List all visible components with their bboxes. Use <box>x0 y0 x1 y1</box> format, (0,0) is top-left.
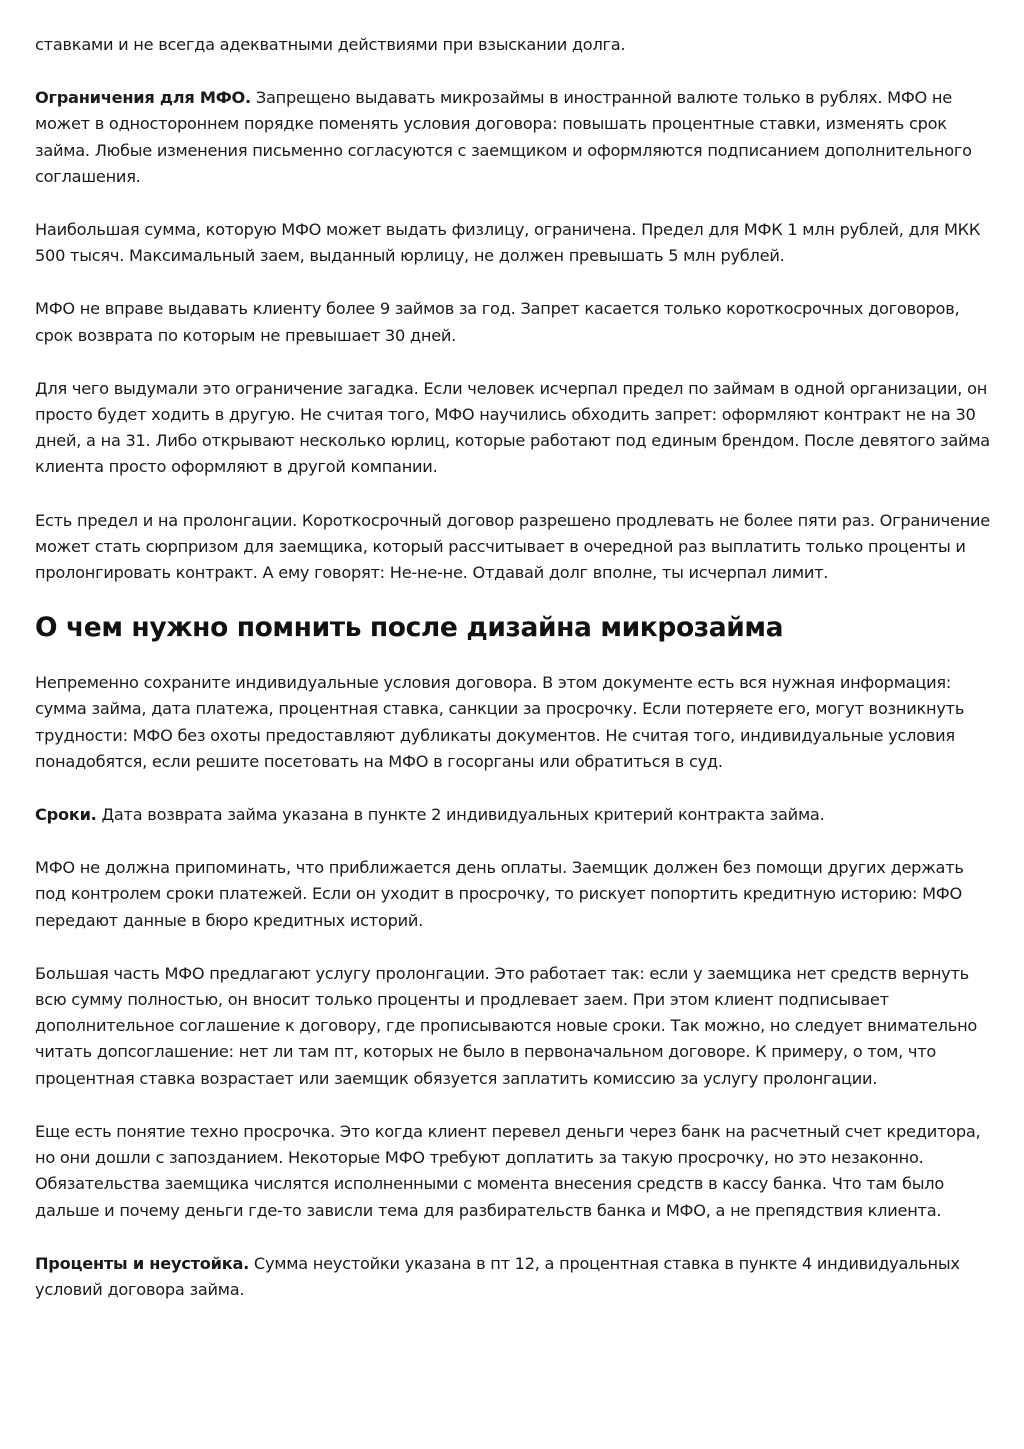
paragraph-text: Еще есть понятие техно просрочка. Это когда клиент перевел деньги через банк на расчетный счет кредитора, но они дошли с запозданием. Некоторые МФО требуют доплатить за такую просрочку, но это незаконно. Обязательства заемщика числятся исполненными с момента внесения средств в кассу банка. Что там было дальше и почему деньги где-то зависли тема для разбирательств банка и МФО, а не препядствия клиента. <box>35 1121 981 1220</box>
paragraph-lead: Сроки. <box>35 805 97 825</box>
paragraph-payment-reminder <box>35 855 995 934</box>
paragraph-text: Для чего выдумали это ограничение загадка. Если человек исчерпал предел по займам в одной организации, он просто будет ходить в другую. Не считая того, МФО научились обходить запрет: оформляют контракт не на 30 дней, а на 31. Либо открывают несколько юрлиц, которые работают под единым брендом. После девятого займа клиента просто оформляют в другой компании. <box>35 378 990 477</box>
paragraph-collection-continuation <box>35 32 995 58</box>
paragraph-text: Непременно сохраните индивидуальные условия договора. В этом документе есть вся нужная информация: сумма займа, дата платежа, процентная ставка, санкции за просрочку. Если потеряете его, могут возникнуть трудности: МФО без охоты предоставляют дубликаты документов. Не считая того, индивидуальные условия понадобятся, если решите посетовать на МФО в госорганы или обратиться в суд. <box>35 673 965 771</box>
paragraph-prolongation-service <box>35 961 995 1092</box>
paragraph-loan-count-limit <box>35 296 995 348</box>
document-page <box>35 32 995 1303</box>
paragraph-text: Запрещено выдавать микрозаймы в иностранной валюте только в рублях. МФО не может в одностороннем порядке поменять условия договора: повышать процентные ставки, изменять срок займа. Любые изменения письменно согласуются с заемщиком и оформляются подписанием дополнительного соглашения. <box>35 88 972 186</box>
paragraph-keep-conditions <box>35 670 995 775</box>
paragraph-text: Большая часть МФО предлагают услугу пролонгации. Это работает так: если у заемщика нет средств вернуть всю сумму полностью, он вносит только проценты и продлевает заем. При этом клиент подписывает дополнительное соглашение к договору, где прописываются новые сроки. Так можно, но следует внимательно читать допсоглашение: нет ли там пт, которых не было в первоначальном договоре. К примеру, о том, что процентная ставка возрастает или заемщик обязуется заплатить комиссию за услугу пролонгации. <box>35 963 978 1088</box>
paragraph-text: МФО не вправе выдавать клиенту более 9 займов за год. Запрет касается только короткосрочных договоров, срок возврата по которым не превышает 30 дней. <box>35 299 960 345</box>
paragraph-prolongation-limit <box>35 508 995 587</box>
paragraph-text: Наибольшая сумма, которую МФО может выдать физлицу, ограничена. Предел для МФК 1 млн рублей, для МКК 500 тысяч. Максимальный заем, выданный юрлицу, не должен превышать 5 млн рублей. <box>35 220 981 266</box>
paragraph-technical-delay <box>35 1119 995 1224</box>
paragraph-text: Дата возврата займа указана в пункте 2 индивидуальных критерий контракта займа. <box>96 805 825 825</box>
paragraph-text: Сумма неустойки указана в пт 12, а процентная ставка в пункте 4 индивидуальных условий договора займа. <box>35 1253 960 1299</box>
paragraph-text: ставками и не всегда адекватными действиями при взыскании долга. <box>35 35 626 54</box>
paragraph-lead: Ограничения для МФО. <box>35 88 251 108</box>
paragraph-mfo-restrictions <box>35 85 995 190</box>
paragraph-text: МФО не должна припоминать, что приближается день оплаты. Заемщик должен без помощи других держать под контролем сроки платежей. Если он уходит в просрочку, то рискует попортить кредитную историю: МФО передают данные в бюро кредитных историй. <box>35 858 964 930</box>
paragraph-max-amount <box>35 217 995 269</box>
paragraph-limit-workarounds <box>35 376 995 481</box>
paragraph-text: Есть предел и на пролонгации. Короткосрочный договор разрешено продлевать не более пяти раз. Ограничение может стать сюрпризом для заемщика, который рассчитывает в очередной раз выплатить только проценты и пролонгировать контракт. А ему говорят: Не-не-не. Отдавай долг вполне, ты исчерпал лимит. <box>35 510 991 583</box>
paragraph-lead: Проценты и неустойка. <box>35 1253 250 1273</box>
section-heading: О чем нужно помнить после дизайна микрозайма <box>35 612 784 644</box>
paragraph-terms <box>35 802 995 828</box>
paragraph-interest-penalty <box>35 1251 995 1303</box>
